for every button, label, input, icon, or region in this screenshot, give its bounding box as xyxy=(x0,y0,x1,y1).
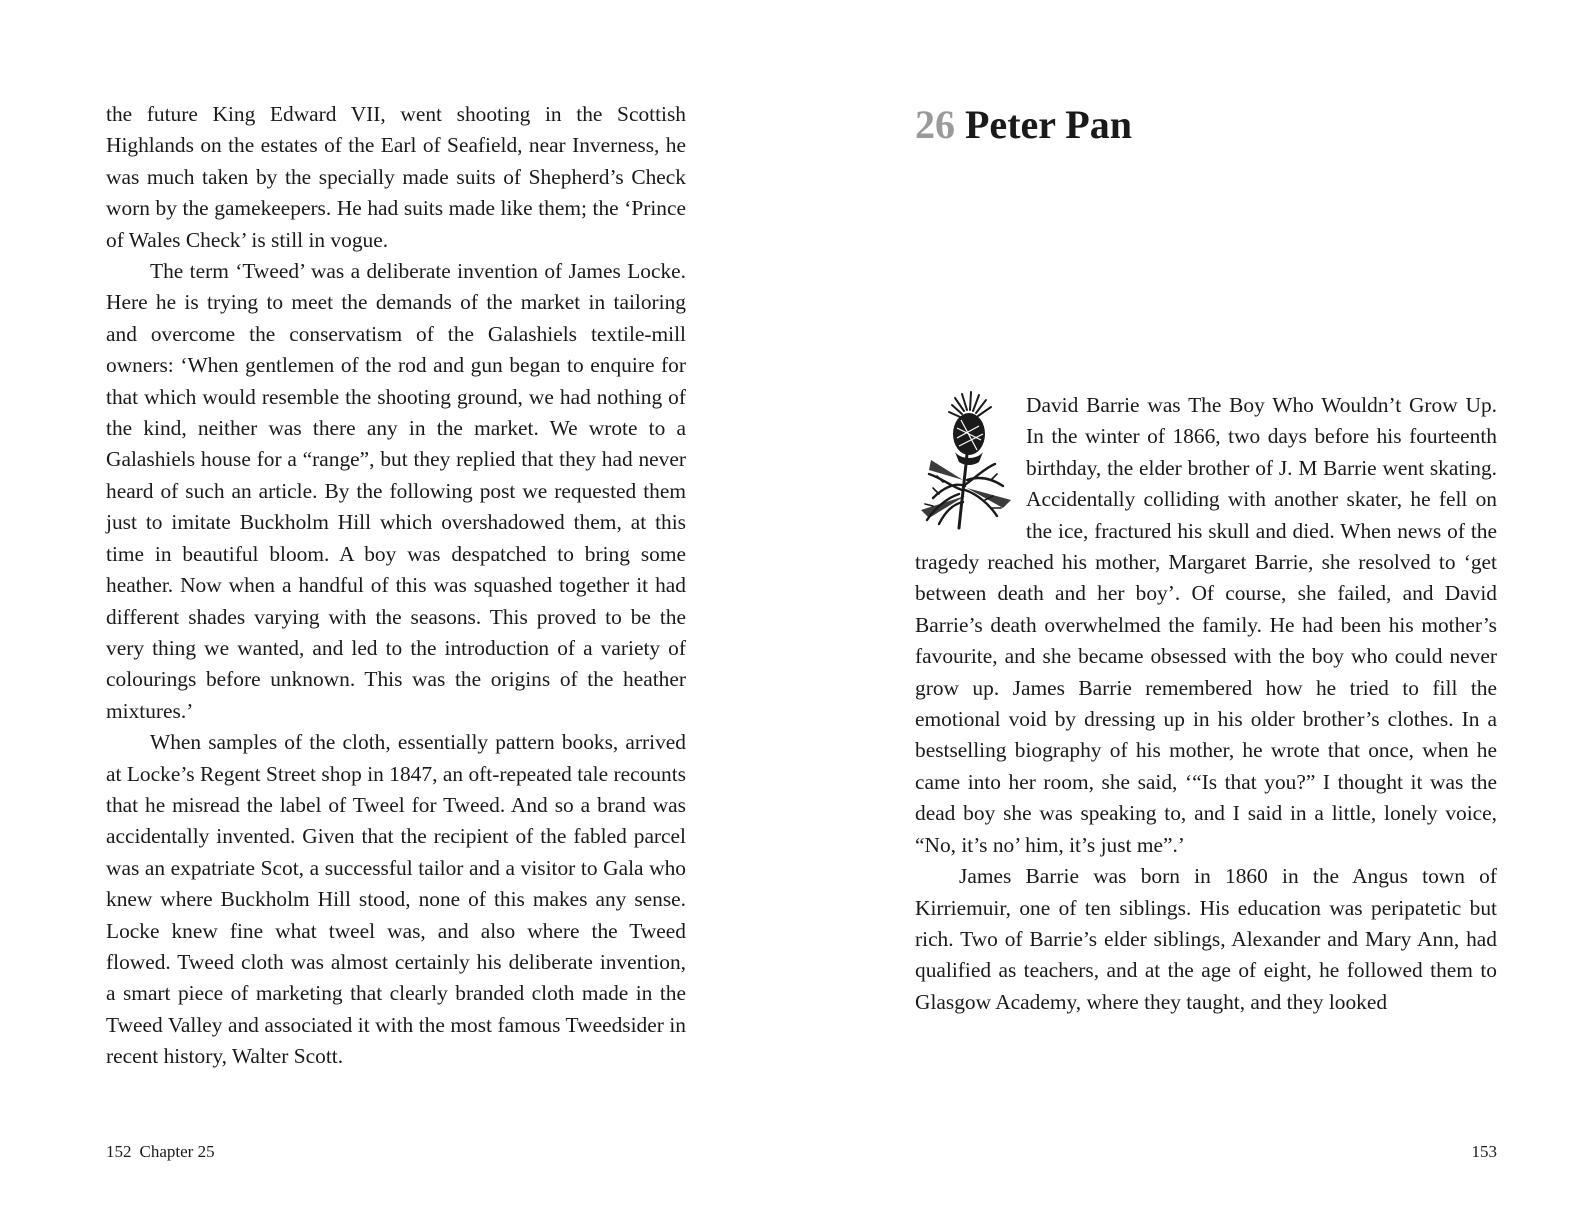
running-head: Chapter 25 xyxy=(139,1142,215,1161)
thistle-icon xyxy=(915,390,1020,532)
paragraph: When samples of the cloth, essentially pattern books, arrived at Locke’s Regent Street shop in 1847, an oft-repeated tale recounts that he misread the label of Tweel for Tweed. And so a brand was accidentally invented. Given that the recipient of the fabled parcel was an expatriate Scot, a successful tailor and a visitor to Gala who knew where Buckholm Hill stood, none of this makes any sense. Locke knew fine what tweel was, and also where the Tweed flowed. Tweed cloth was almost certainly his deliberate invention, a smart piece of marketing that clearly branded cloth made in the Tweed Valley and associated it with the most famous Tweedsider in recent history, Walter Scott. xyxy=(106,730,686,1069)
page-number: 153 xyxy=(1471,1142,1497,1161)
paragraph: James Barrie was born in 1860 in the Angus town of Kirriemuir, one of ten siblings. His education was peripatetic but rich. Two of Barrie’s elder siblings, Alexander and Mary Ann, had qualified as teachers, and at the age of eight, he followed them to Glasgow Academy, where they taught, and they looked xyxy=(915,864,1497,1014)
chapter-title: Peter Pan xyxy=(965,102,1132,147)
right-page xyxy=(798,0,1596,1224)
chapter-number: 26 xyxy=(915,102,955,147)
paragraph: David Barrie was The Boy Who Wouldn’t Grow Up. In the winter of 1866, two days before his fourteenth birthday, the elder brother of J. M Barrie went skating. Accidentally colliding with another skater, he fell on the ice, fractured his skull and died. When news of the tragedy reached his mother, Margaret Barrie, she resolved to ‘get between death and her boy’. Of course, she failed, and David Barrie’s death overwhelmed the family. He had been his mother’s favourite, and she became obsessed with the boy who could never grow up. James Barrie remembered how he tried to fill the emotional void by dressing up in his older brother’s clothes. In a bestselling biography of his mother, he wrote that once, when he came into her room, she said, ‘“Is that you?” I thought it was the dead boy she was speaking to, and I said in a little, lonely voice, “No, it’s no’ him, it’s just me”.’ xyxy=(915,393,1497,857)
right-page-body xyxy=(915,390,1497,1018)
paragraph: the future King Edward VII, went shooting in the Scottish Highlands on the estates of the Earl of Seafield, near Inverness, he was much taken by the specially made suits of Shepherd’s Check worn by the gamekeepers. He had suits made like them; the ‘Prince of Wales Check’ is still in vogue. xyxy=(106,102,686,252)
left-page-body xyxy=(106,99,686,1073)
chapter-heading xyxy=(915,98,1132,152)
paragraph: The term ‘Tweed’ was a deliberate invention of James Locke. Here he is trying to meet the demands of the market in tailoring and overcome the conservatism of the Galashiels textile-mill owners: ‘When gentlemen of the rod and gun began to enquire for that which would resemble the shooting ground, we had nothing of the kind, neither was there any in the market. We wrote to a Galashiels house for a “range”, but they replied that they had never heard of such an article. By the following post we requested them just to imitate Buckholm Hill which overshadowed them, at this time in beautiful bloom. A boy was despatched to bring some heather. Now when a handful of this was squashed together it had different shades varying with the seasons. This proved to be the very thing we wanted, and led to the introduction of a variety of colourings before unknown. This was the origins of the heather mixtures.’ xyxy=(106,259,686,723)
left-page-footer xyxy=(106,1141,215,1163)
page-number: 152 xyxy=(106,1142,132,1161)
right-page-footer xyxy=(1472,1141,1498,1163)
